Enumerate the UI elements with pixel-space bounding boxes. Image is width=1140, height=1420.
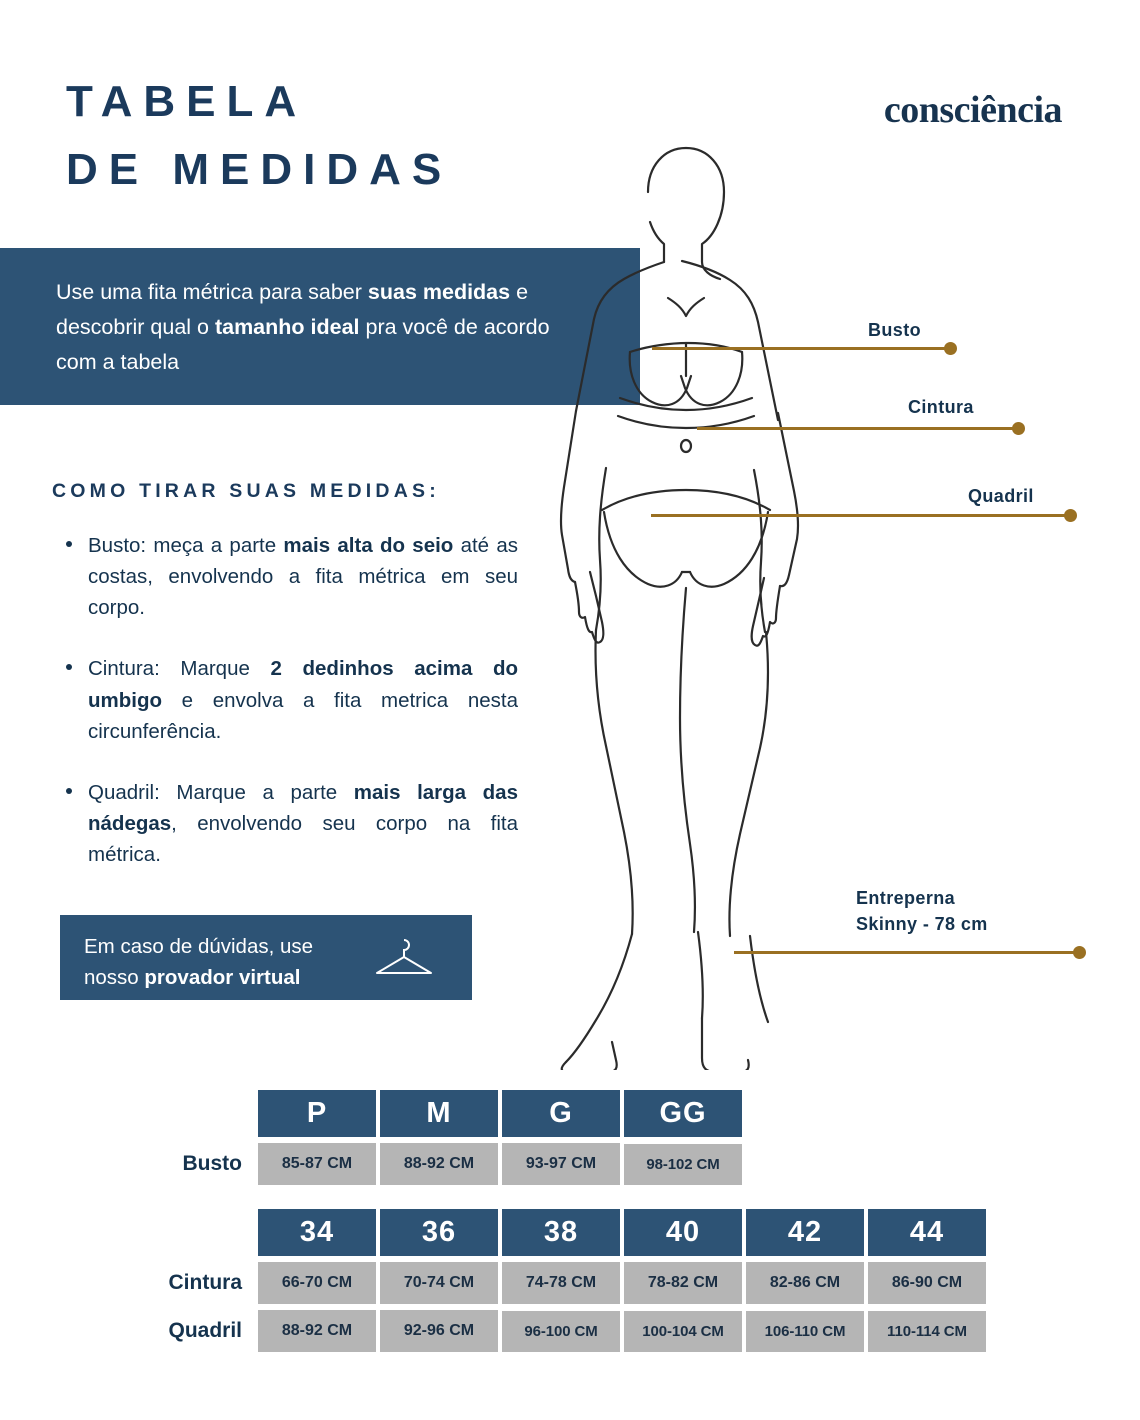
entreperna-label-line-2: Skinny - 78 cm <box>856 914 988 935</box>
bullet-bold-1: mais alta do seio <box>283 534 454 557</box>
busto-callout-label: Busto <box>868 320 921 340</box>
busto-value-gg: 98-102 CM <box>624 1144 742 1185</box>
size-header-p: P <box>258 1090 376 1137</box>
entreperna-measure-dot <box>1073 946 1086 959</box>
quadril-callout-label: Quadril <box>968 486 1034 506</box>
number-size-header-row <box>0 1209 1140 1256</box>
bullet-text-1a: Busto: meça a parte <box>88 534 284 557</box>
cintura-value-34: 66-70 CM <box>258 1262 376 1304</box>
bullet-text-2b: e envolva a fita metrica nesta circunferência. <box>88 688 518 743</box>
size-tables <box>0 1090 1140 1358</box>
cintura-value-36: 70-74 CM <box>380 1262 498 1304</box>
cintura-value-38: 74-78 CM <box>502 1262 620 1304</box>
size-header-36: 36 <box>380 1209 498 1256</box>
bullet-text-3b: , envolvendo seu corpo na fita métrica. <box>88 812 518 867</box>
cintura-measure-dot <box>1012 422 1025 435</box>
size-header-40: 40 <box>624 1209 742 1256</box>
list-item <box>58 653 518 746</box>
bullet-bold-2: 2 dedinhos acima do umbigo <box>88 657 518 712</box>
bullet-text-2a: Cintura: Marque <box>88 657 271 681</box>
size-header-38: 38 <box>502 1209 620 1256</box>
table-row <box>0 1310 1140 1352</box>
size-header-34: 34 <box>258 1209 376 1256</box>
entreperna-label-line-1: Entreperna <box>856 888 956 908</box>
intro-text-2: e descobrir qual o <box>56 280 529 339</box>
size-header-42: 42 <box>746 1209 864 1256</box>
entreperna-callout-label <box>856 885 988 937</box>
busto-measure-dot <box>944 342 957 355</box>
cintura-measure-line <box>697 427 1017 430</box>
howto-bullet-list <box>58 530 518 900</box>
list-item <box>58 530 518 623</box>
busto-measure-line <box>652 347 952 350</box>
table-spacer <box>0 1191 1140 1209</box>
title-line-1: TABELA <box>66 77 308 126</box>
cintura-value-40: 78-82 CM <box>624 1262 742 1304</box>
busto-value-g: 93-97 CM <box>502 1143 620 1185</box>
row-label-quadril: Quadril <box>168 1319 242 1342</box>
table-row <box>0 1262 1140 1304</box>
table-row <box>0 1143 1140 1185</box>
provador-line-1: Em caso de dúvidas, use <box>84 935 314 958</box>
intro-text-1: Use uma fita métrica para saber <box>56 280 368 304</box>
quadril-value-40: 100-104 CM <box>624 1311 742 1352</box>
cintura-value-42: 82-86 CM <box>746 1262 864 1304</box>
row-label-cintura: Cintura <box>168 1271 242 1294</box>
virtual-fitting-room-box[interactable] <box>60 915 472 1000</box>
bullet-text-3a: Quadril: Marque a parte <box>88 780 354 804</box>
busto-value-m: 88-92 CM <box>380 1143 498 1185</box>
cintura-value-44: 86-90 CM <box>868 1262 986 1304</box>
quadril-value-34: 88-92 CM <box>258 1310 376 1352</box>
quadril-measure-dot <box>1064 509 1077 522</box>
quadril-value-38: 96-100 CM <box>502 1311 620 1352</box>
size-header-m: M <box>380 1090 498 1137</box>
quadril-value-36: 92-96 CM <box>380 1310 498 1352</box>
howto-heading: COMO TIRAR SUAS MEDIDAS: <box>52 480 440 502</box>
quadril-measure-line <box>651 514 1071 517</box>
row-label-busto: Busto <box>182 1152 242 1175</box>
size-header-g: G <box>502 1090 620 1137</box>
brand-logo: consciência <box>883 89 1062 131</box>
busto-value-p: 85-87 CM <box>258 1143 376 1185</box>
size-header-gg: GG <box>624 1090 742 1137</box>
hanger-icon <box>372 936 436 980</box>
intro-bold-1: suas medidas <box>367 280 511 304</box>
provador-text: nosso <box>84 965 145 989</box>
page-title <box>66 68 452 204</box>
size-header-44: 44 <box>868 1209 986 1256</box>
intro-bold-2: tamanho ideal <box>214 314 360 339</box>
intro-text-3: pra você de acordo com a tabela <box>56 314 550 374</box>
quadril-value-42: 106-110 CM <box>746 1311 864 1352</box>
list-item <box>58 777 518 870</box>
title-line-2: DE MEDIDAS <box>66 145 453 195</box>
bullet-bold-3: mais larga das nádegas <box>88 780 518 836</box>
cintura-callout-label: Cintura <box>908 397 974 417</box>
entreperna-measure-line <box>734 951 1080 954</box>
provador-bold: provador virtual <box>144 965 301 989</box>
bullet-text-1b: até as costas, envolvendo a fita métrica em seu corpo. <box>88 534 519 620</box>
letter-size-header-row <box>0 1090 1140 1137</box>
quadril-value-44: 110-114 CM <box>868 1311 986 1352</box>
female-body-illustration <box>470 130 890 1070</box>
